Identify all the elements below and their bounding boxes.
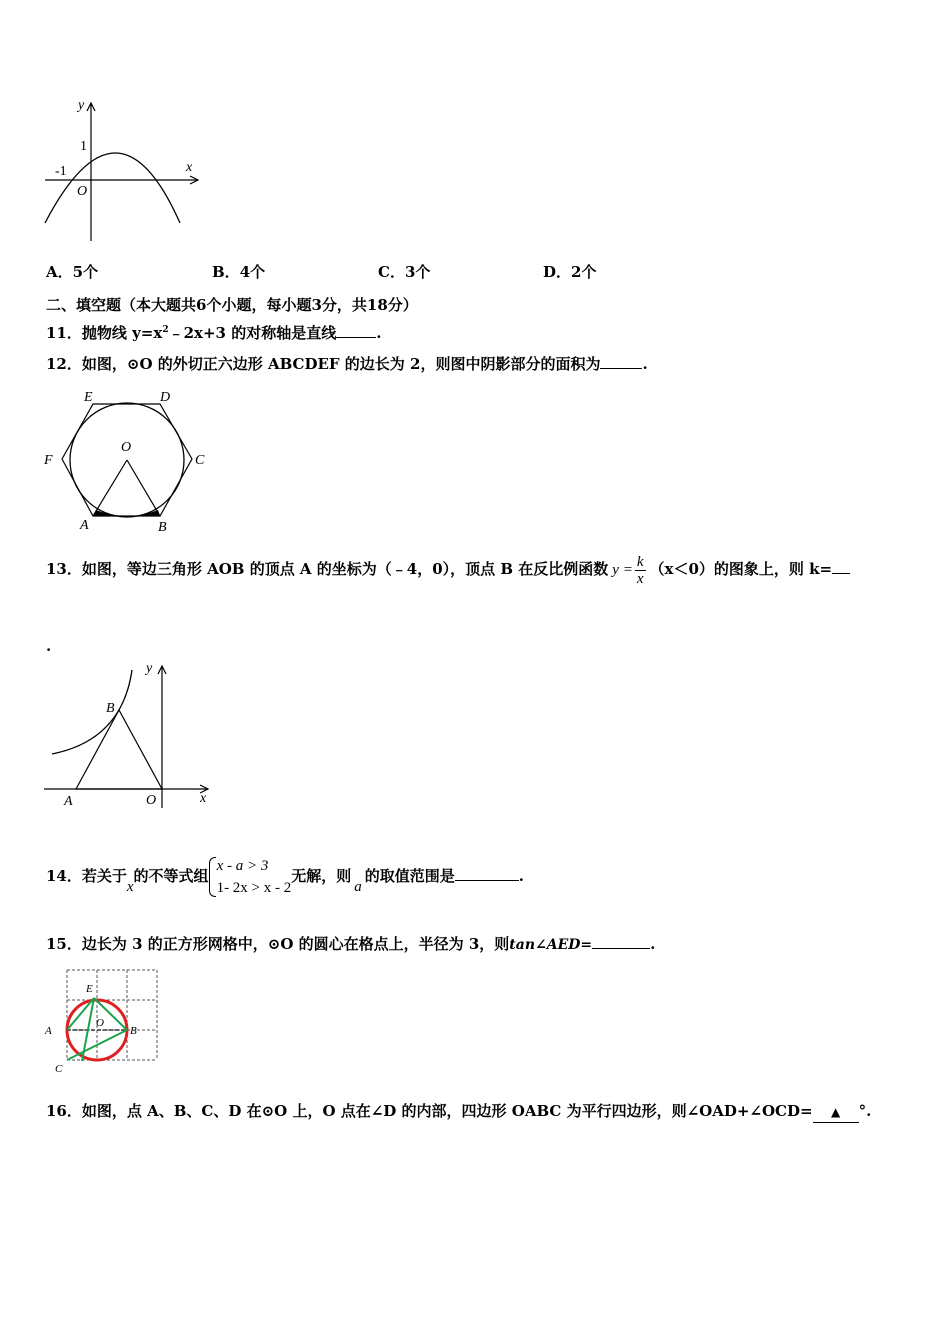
answer-blank[interactable] — [592, 948, 650, 949]
parabola-figure — [40, 95, 205, 245]
question-16: 16．如图，点 A、B、C、D 在⊙O 上，O 点在∠D 的内部，四边形 OABC 为平行四边形，则∠OAD+∠OCD= ▲ °. — [46, 1101, 871, 1123]
origin-label: O — [77, 184, 88, 199]
section-title: 二、填空题（本大题共6个小题，每小题3分，共18分） — [46, 296, 418, 314]
x-axis-label: x — [186, 160, 193, 175]
point-label-o: O — [96, 1017, 104, 1029]
radius-oa — [93, 460, 127, 516]
question-14: 14．若关于x的不等式组 x - a > 3 1- 2x > x - 2 无解，则a的取值范围是 . — [46, 850, 524, 903]
tick-label-neg-one: -1 — [55, 164, 67, 179]
y-axis-label: y — [78, 98, 85, 113]
vertex-label-f: F — [44, 453, 53, 468]
question-15: 15．边长为 3 的正方形网格中，⊙O 的圆心在格点上，半径为 3，则tan∠AED= . — [46, 935, 656, 953]
x-axis-label: x — [200, 791, 207, 806]
question-13: 13．如图，等边三角形 AOB 的顶点 A 的坐标为（﹣4，0），顶点 B 在反比例函数 y = $\frac{k}{x}$ （x＜0）的图象上，则 k= — [46, 549, 850, 589]
vertex-label-c: C — [195, 453, 205, 468]
question-11: 11．抛物线 $y=x^2﹣2x+3$ 的对称轴是直线 . — [46, 324, 382, 342]
inequality-system: x - a > 3 1- 2x > x - 2 — [209, 855, 292, 899]
hexagon-figure — [40, 385, 215, 535]
tick-label-one: 1 — [80, 139, 87, 154]
y-axis-label: y — [146, 661, 153, 676]
option-b: B．4个 — [212, 263, 266, 281]
point-label-e: E — [86, 983, 93, 995]
point-label-a: A — [64, 794, 73, 808]
point-label-b: B — [130, 1025, 137, 1037]
grid-figure — [40, 962, 165, 1080]
vertex-label-d: D — [160, 390, 171, 405]
vertex-label-a: A — [80, 518, 89, 533]
answer-blank[interactable] — [600, 368, 642, 369]
answer-blank[interactable] — [832, 573, 850, 574]
point-label-c: C — [55, 1063, 63, 1075]
question-13-period: . — [46, 637, 52, 655]
option-a: A．5个 — [46, 263, 99, 281]
option-c: C．3个 — [378, 263, 431, 281]
inverse-function: y = $\frac{k}{x}$ — [612, 553, 644, 587]
point-label-b: B — [106, 701, 115, 716]
answer-blank[interactable] — [336, 337, 376, 338]
vertex-label-e: E — [84, 390, 93, 405]
answer-blank[interactable]: ▲ — [813, 1101, 859, 1123]
vertex-label-b: B — [158, 520, 167, 535]
triangle-figure — [40, 658, 220, 808]
shaded-region-right — [132, 510, 160, 516]
radius-ob — [127, 460, 160, 516]
question-12: 12．如图，⊙O 的外切正六边形 ABCDEF 的边长为 2，则图中阴影部分的面积为 . — [46, 355, 648, 373]
point-label-a: A — [45, 1025, 52, 1037]
point-label-o: O — [146, 793, 157, 808]
answer-blank[interactable] — [455, 880, 519, 881]
center-label-o: O — [121, 440, 132, 455]
option-d: D．2个 — [543, 263, 597, 281]
triangle-aob — [76, 710, 162, 789]
